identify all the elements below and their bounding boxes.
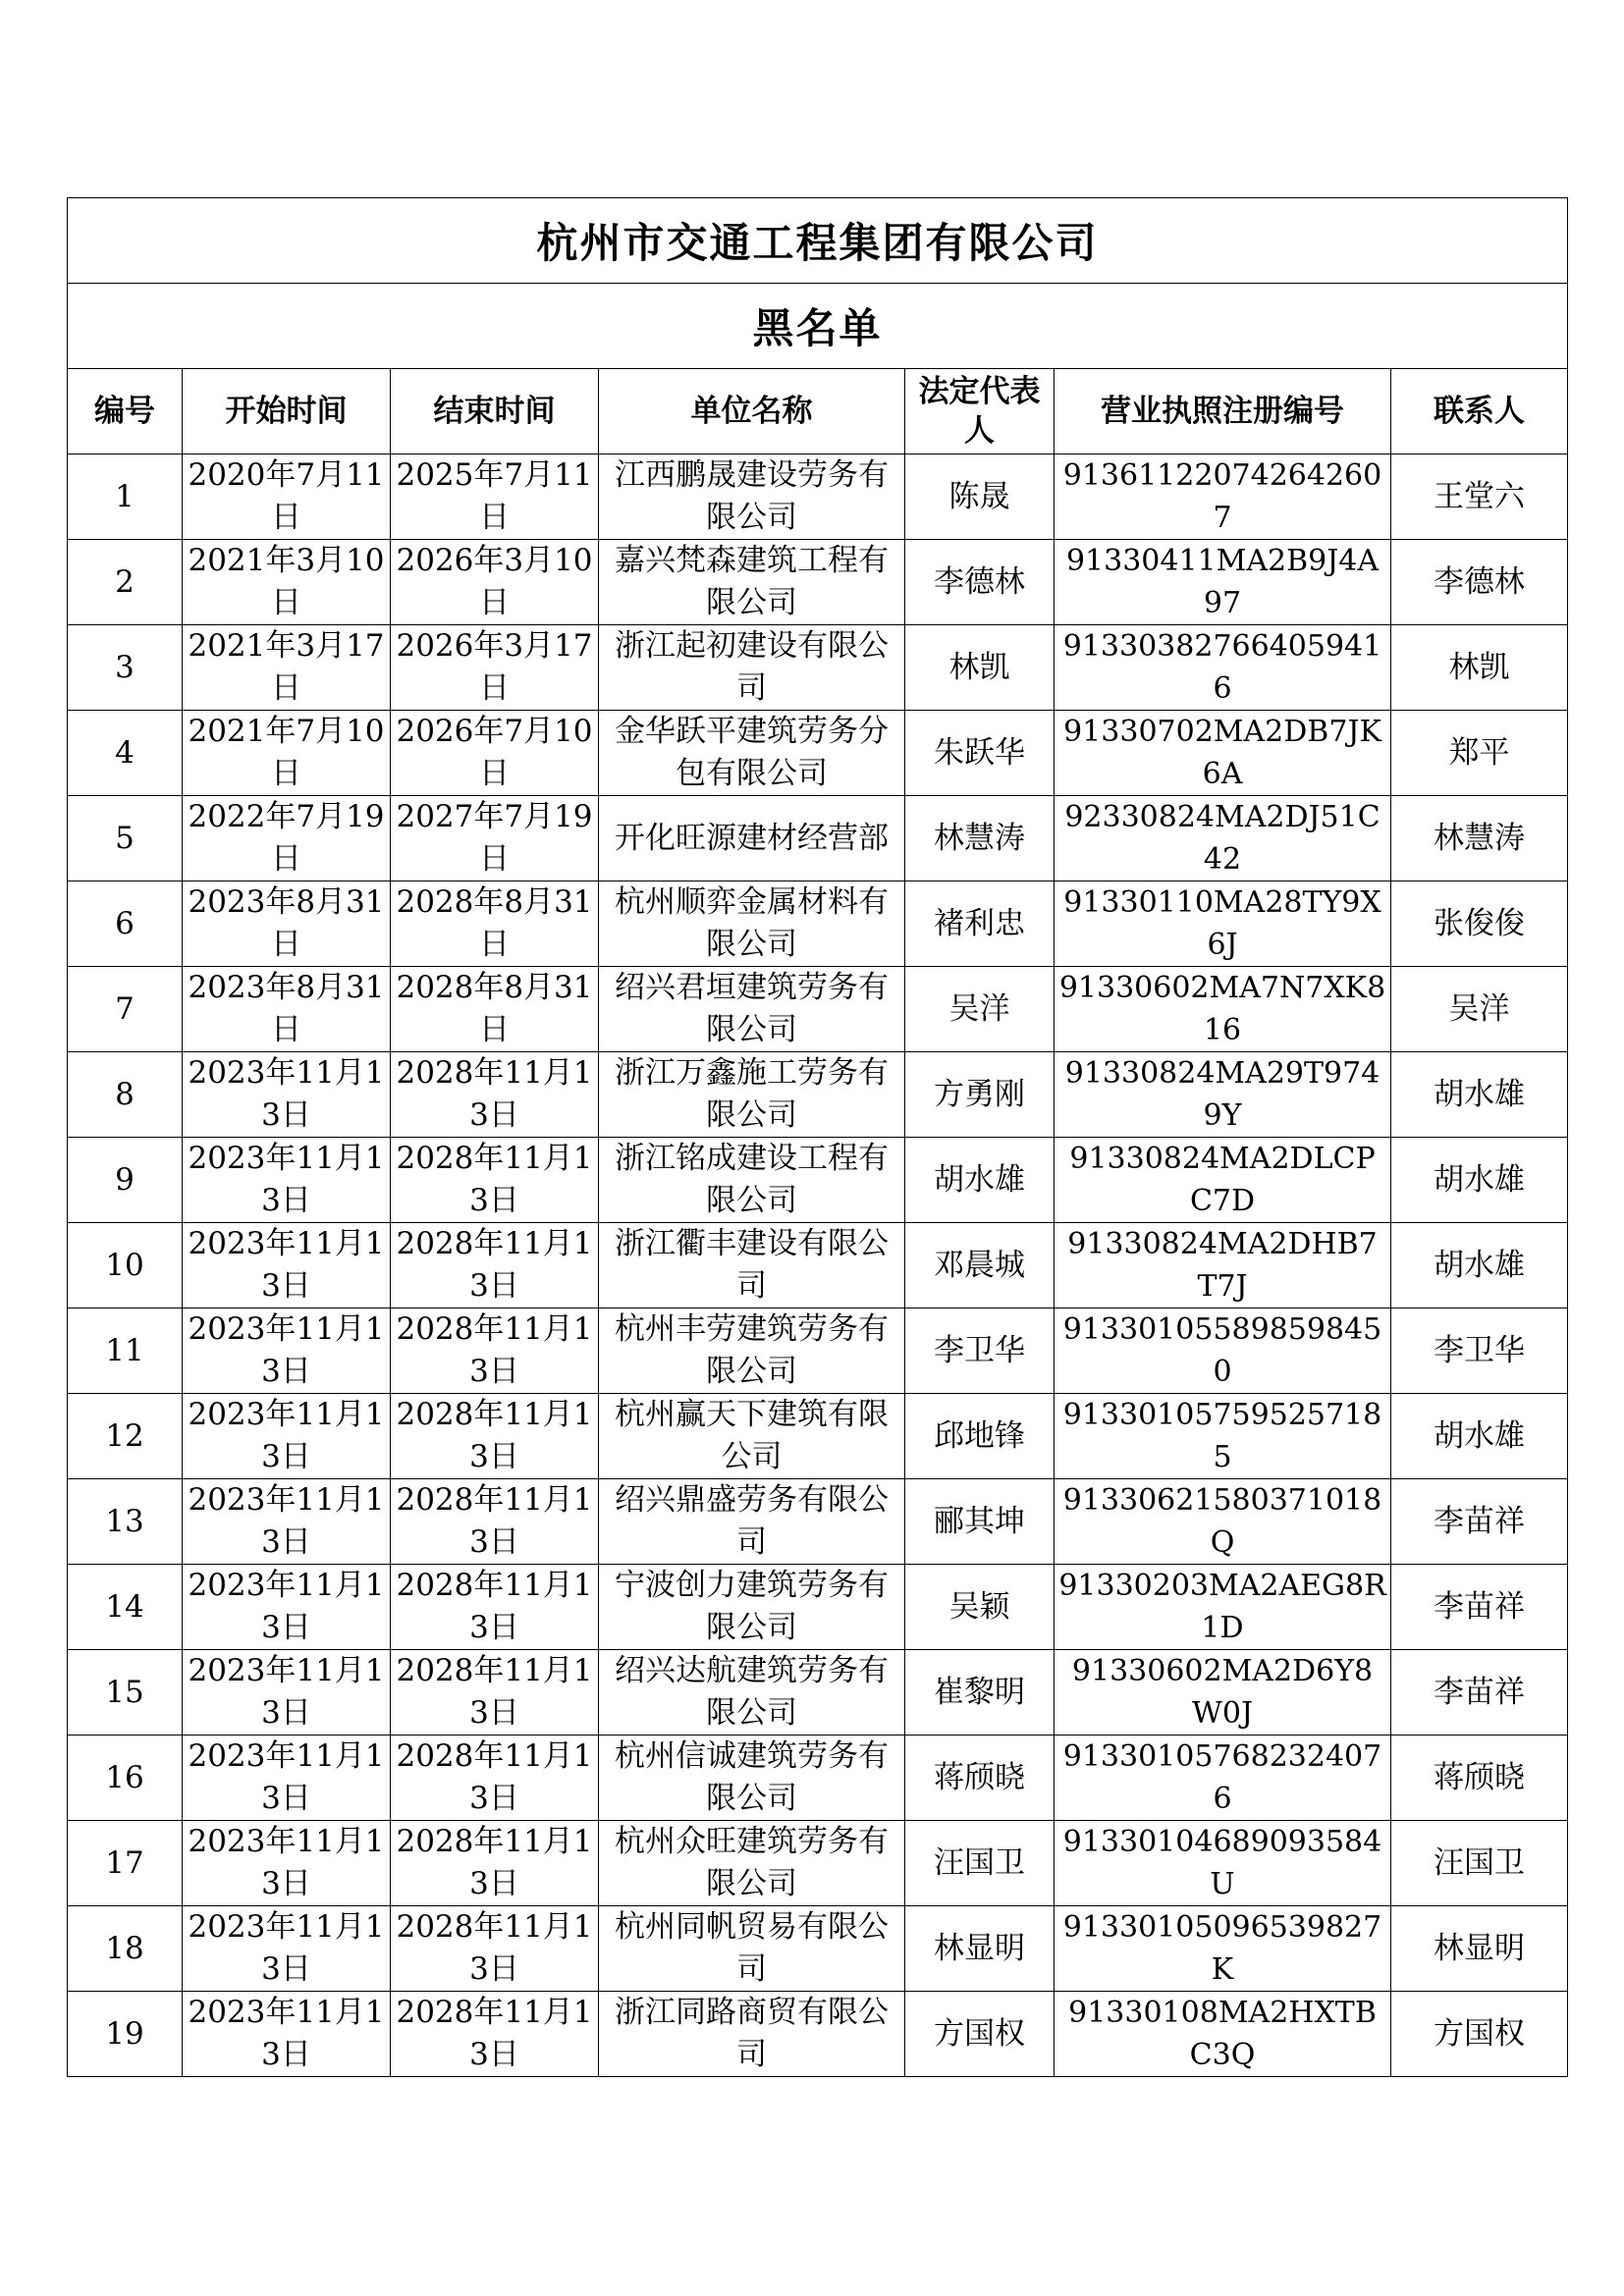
cell-number: 5 bbox=[68, 796, 183, 881]
cell-company: 江西鹏晟建设劳务有限公司 bbox=[599, 454, 905, 540]
cell-number: 8 bbox=[68, 1052, 183, 1138]
cell-company: 浙江同路商贸有限公司 bbox=[599, 1992, 905, 2077]
cell-number: 15 bbox=[68, 1650, 183, 1735]
cell-company: 浙江万鑫施工劳务有限公司 bbox=[599, 1052, 905, 1138]
cell-start-date: 2023年8月31日 bbox=[183, 881, 391, 967]
cell-number: 4 bbox=[68, 711, 183, 796]
cell-contact: 胡水雄 bbox=[1391, 1394, 1568, 1479]
cell-end-date: 2028年11月13日 bbox=[391, 1394, 599, 1479]
cell-registration: 91330824MA2DLCPC7D bbox=[1055, 1138, 1391, 1223]
cell-contact: 李苗祥 bbox=[1391, 1479, 1568, 1565]
cell-company: 开化旺源建材经营部 bbox=[599, 796, 905, 881]
cell-end-date: 2028年11月13日 bbox=[391, 1052, 599, 1138]
cell-number: 14 bbox=[68, 1565, 183, 1650]
column-header-contact: 联系人 bbox=[1391, 369, 1568, 454]
column-header-registration: 营业执照注册编号 bbox=[1055, 369, 1391, 454]
cell-start-date: 2023年11月13日 bbox=[183, 1992, 391, 2077]
title-row bbox=[68, 198, 1568, 284]
cell-legal-rep: 陈晟 bbox=[905, 454, 1055, 540]
table-row bbox=[68, 1565, 1568, 1650]
cell-contact: 李德林 bbox=[1391, 540, 1568, 625]
table-row bbox=[68, 711, 1568, 796]
cell-registration: 91330382766405941 6 bbox=[1055, 625, 1391, 711]
cell-contact: 吴洋 bbox=[1391, 967, 1568, 1052]
cell-contact: 方国权 bbox=[1391, 1992, 1568, 2077]
cell-start-date: 2023年8月31日 bbox=[183, 967, 391, 1052]
cell-end-date: 2026年3月17日 bbox=[391, 625, 599, 711]
document-subtitle: 黑名单 bbox=[68, 284, 1568, 369]
cell-contact: 李苗祥 bbox=[1391, 1565, 1568, 1650]
cell-number: 6 bbox=[68, 881, 183, 967]
cell-company: 浙江衢丰建设有限公司 bbox=[599, 1223, 905, 1308]
cell-contact: 汪国卫 bbox=[1391, 1821, 1568, 1906]
cell-number: 12 bbox=[68, 1394, 183, 1479]
cell-company: 金华跃平建筑劳务分包有限公司 bbox=[599, 711, 905, 796]
cell-end-date: 2028年11月13日 bbox=[391, 1223, 599, 1308]
cell-registration: 913301057682324076 bbox=[1055, 1735, 1391, 1821]
cell-company: 杭州赢天下建筑有限公司 bbox=[599, 1394, 905, 1479]
column-header-end-date: 结束时间 bbox=[391, 369, 599, 454]
table-row bbox=[68, 1992, 1568, 2077]
header-row bbox=[68, 369, 1568, 454]
subtitle-row bbox=[68, 284, 1568, 369]
cell-number: 3 bbox=[68, 625, 183, 711]
cell-registration: 91330411MA2B9J4A97 bbox=[1055, 540, 1391, 625]
cell-start-date: 2023年11月13日 bbox=[183, 1138, 391, 1223]
column-header-company: 单位名称 bbox=[599, 369, 905, 454]
cell-legal-rep: 朱跃华 bbox=[905, 711, 1055, 796]
cell-end-date: 2028年11月13日 bbox=[391, 1821, 599, 1906]
cell-number: 1 bbox=[68, 454, 183, 540]
cell-end-date: 2026年7月10日 bbox=[391, 711, 599, 796]
cell-legal-rep: 汪国卫 bbox=[905, 1821, 1055, 1906]
cell-start-date: 2021年7月10日 bbox=[183, 711, 391, 796]
cell-start-date: 2023年11月13日 bbox=[183, 1650, 391, 1735]
cell-end-date: 2025年7月11日 bbox=[391, 454, 599, 540]
cell-legal-rep: 李德林 bbox=[905, 540, 1055, 625]
cell-legal-rep: 林凯 bbox=[905, 625, 1055, 711]
cell-number: 17 bbox=[68, 1821, 183, 1906]
cell-end-date: 2028年11月13日 bbox=[391, 1906, 599, 1992]
cell-registration: 91330621580371018Q bbox=[1055, 1479, 1391, 1565]
cell-number: 18 bbox=[68, 1906, 183, 1992]
cell-start-date: 2022年7月19日 bbox=[183, 796, 391, 881]
cell-start-date: 2021年3月17日 bbox=[183, 625, 391, 711]
cell-number: 7 bbox=[68, 967, 183, 1052]
cell-company: 杭州丰劳建筑劳务有限公司 bbox=[599, 1308, 905, 1394]
cell-registration: 91330602MA7N7XK816 bbox=[1055, 967, 1391, 1052]
cell-contact: 胡水雄 bbox=[1391, 1052, 1568, 1138]
table-row bbox=[68, 967, 1568, 1052]
cell-registration: 91330105096539827K bbox=[1055, 1906, 1391, 1992]
cell-start-date: 2023年11月13日 bbox=[183, 1735, 391, 1821]
cell-contact: 李苗祥 bbox=[1391, 1650, 1568, 1735]
cell-contact: 林凯 bbox=[1391, 625, 1568, 711]
cell-registration: 91330702MA2DB7JK6A bbox=[1055, 711, 1391, 796]
cell-end-date: 2028年11月13日 bbox=[391, 1479, 599, 1565]
cell-contact: 张俊俊 bbox=[1391, 881, 1568, 967]
cell-contact: 王堂六 bbox=[1391, 454, 1568, 540]
cell-company: 杭州顺弈金属材料有限公司 bbox=[599, 881, 905, 967]
column-header-legal-rep: 法定代表人 bbox=[905, 369, 1055, 454]
cell-legal-rep: 李卫华 bbox=[905, 1308, 1055, 1394]
cell-end-date: 2028年11月13日 bbox=[391, 1138, 599, 1223]
cell-registration: 91330110MA28TY9X6J bbox=[1055, 881, 1391, 967]
cell-registration: 91330824MA2DHB7T7J bbox=[1055, 1223, 1391, 1308]
cell-company: 嘉兴梵森建筑工程有限公司 bbox=[599, 540, 905, 625]
cell-company: 杭州众旺建筑劳务有限公司 bbox=[599, 1821, 905, 1906]
cell-start-date: 2020年7月11日 bbox=[183, 454, 391, 540]
cell-contact: 李卫华 bbox=[1391, 1308, 1568, 1394]
cell-company: 浙江铭成建设工程有限公司 bbox=[599, 1138, 905, 1223]
cell-contact: 蒋颀晓 bbox=[1391, 1735, 1568, 1821]
cell-start-date: 2023年11月13日 bbox=[183, 1223, 391, 1308]
cell-contact: 胡水雄 bbox=[1391, 1223, 1568, 1308]
table-row bbox=[68, 1735, 1568, 1821]
table-row bbox=[68, 1650, 1568, 1735]
cell-legal-rep: 方勇刚 bbox=[905, 1052, 1055, 1138]
cell-company: 杭州同帆贸易有限公司 bbox=[599, 1906, 905, 1992]
cell-legal-rep: 方国权 bbox=[905, 1992, 1055, 2077]
cell-number: 2 bbox=[68, 540, 183, 625]
cell-end-date: 2028年11月13日 bbox=[391, 1650, 599, 1735]
cell-start-date: 2021年3月10日 bbox=[183, 540, 391, 625]
table-row bbox=[68, 1308, 1568, 1394]
cell-legal-rep: 郦其坤 bbox=[905, 1479, 1055, 1565]
cell-legal-rep: 邓晨城 bbox=[905, 1223, 1055, 1308]
table-row bbox=[68, 1138, 1568, 1223]
table-row bbox=[68, 1394, 1568, 1479]
cell-company: 绍兴君垣建筑劳务有限公司 bbox=[599, 967, 905, 1052]
cell-number: 16 bbox=[68, 1735, 183, 1821]
table-row bbox=[68, 1821, 1568, 1906]
cell-end-date: 2028年8月31日 bbox=[391, 967, 599, 1052]
cell-registration: 91330602MA2D6Y8W0J bbox=[1055, 1650, 1391, 1735]
table-row bbox=[68, 625, 1568, 711]
table-row bbox=[68, 454, 1568, 540]
cell-start-date: 2023年11月13日 bbox=[183, 1052, 391, 1138]
cell-end-date: 2028年11月13日 bbox=[391, 1992, 599, 2077]
cell-registration: 913301057595257185 bbox=[1055, 1394, 1391, 1479]
document-title: 杭州市交通工程集团有限公司 bbox=[68, 198, 1568, 284]
cell-legal-rep: 邱地锋 bbox=[905, 1394, 1055, 1479]
cell-end-date: 2027年7月19日 bbox=[391, 796, 599, 881]
cell-registration: 91330203MA2AEG8R1D bbox=[1055, 1565, 1391, 1650]
cell-number: 10 bbox=[68, 1223, 183, 1308]
table-row bbox=[68, 1223, 1568, 1308]
cell-start-date: 2023年11月13日 bbox=[183, 1308, 391, 1394]
cell-start-date: 2023年11月13日 bbox=[183, 1565, 391, 1650]
cell-legal-rep: 林显明 bbox=[905, 1906, 1055, 1992]
cell-registration: 913611220742642607 bbox=[1055, 454, 1391, 540]
cell-legal-rep: 褚利忠 bbox=[905, 881, 1055, 967]
cell-legal-rep: 吴颖 bbox=[905, 1565, 1055, 1650]
table-row bbox=[68, 1479, 1568, 1565]
cell-company: 杭州信诚建筑劳务有限公司 bbox=[599, 1735, 905, 1821]
cell-company: 宁波创力建筑劳务有限公司 bbox=[599, 1565, 905, 1650]
table-row bbox=[68, 796, 1568, 881]
cell-registration: 91330108MA2HXTBC3Q bbox=[1055, 1992, 1391, 2077]
table-row bbox=[68, 540, 1568, 625]
cell-registration: 92330824MA2DJ51C42 bbox=[1055, 796, 1391, 881]
cell-registration: 913301055898598450 bbox=[1055, 1308, 1391, 1394]
cell-start-date: 2023年11月13日 bbox=[183, 1479, 391, 1565]
table-row bbox=[68, 881, 1568, 967]
blacklist-table bbox=[67, 197, 1568, 2077]
cell-legal-rep: 蒋颀晓 bbox=[905, 1735, 1055, 1821]
cell-company: 浙江起初建设有限公司 bbox=[599, 625, 905, 711]
cell-start-date: 2023年11月13日 bbox=[183, 1906, 391, 1992]
cell-end-date: 2026年3月10日 bbox=[391, 540, 599, 625]
cell-end-date: 2028年11月13日 bbox=[391, 1565, 599, 1650]
cell-number: 9 bbox=[68, 1138, 183, 1223]
cell-legal-rep: 胡水雄 bbox=[905, 1138, 1055, 1223]
cell-number: 11 bbox=[68, 1308, 183, 1394]
column-header-number: 编号 bbox=[68, 369, 183, 454]
table-row bbox=[68, 1906, 1568, 1992]
cell-end-date: 2028年11月13日 bbox=[391, 1308, 599, 1394]
cell-start-date: 2023年11月13日 bbox=[183, 1394, 391, 1479]
cell-registration: 91330824MA29T9749Y bbox=[1055, 1052, 1391, 1138]
column-header-start-date: 开始时间 bbox=[183, 369, 391, 454]
cell-contact: 林显明 bbox=[1391, 1906, 1568, 1992]
cell-legal-rep: 崔黎明 bbox=[905, 1650, 1055, 1735]
cell-contact: 胡水雄 bbox=[1391, 1138, 1568, 1223]
cell-end-date: 2028年8月31日 bbox=[391, 881, 599, 967]
cell-legal-rep: 吴洋 bbox=[905, 967, 1055, 1052]
cell-number: 19 bbox=[68, 1992, 183, 2077]
cell-company: 绍兴鼎盛劳务有限公司 bbox=[599, 1479, 905, 1565]
cell-contact: 郑平 bbox=[1391, 711, 1568, 796]
cell-registration: 91330104689093584U bbox=[1055, 1821, 1391, 1906]
cell-start-date: 2023年11月13日 bbox=[183, 1821, 391, 1906]
cell-end-date: 2028年11月13日 bbox=[391, 1735, 599, 1821]
cell-number: 13 bbox=[68, 1479, 183, 1565]
cell-contact: 林慧涛 bbox=[1391, 796, 1568, 881]
table-row bbox=[68, 1052, 1568, 1138]
cell-company: 绍兴达航建筑劳务有限公司 bbox=[599, 1650, 905, 1735]
cell-legal-rep: 林慧涛 bbox=[905, 796, 1055, 881]
